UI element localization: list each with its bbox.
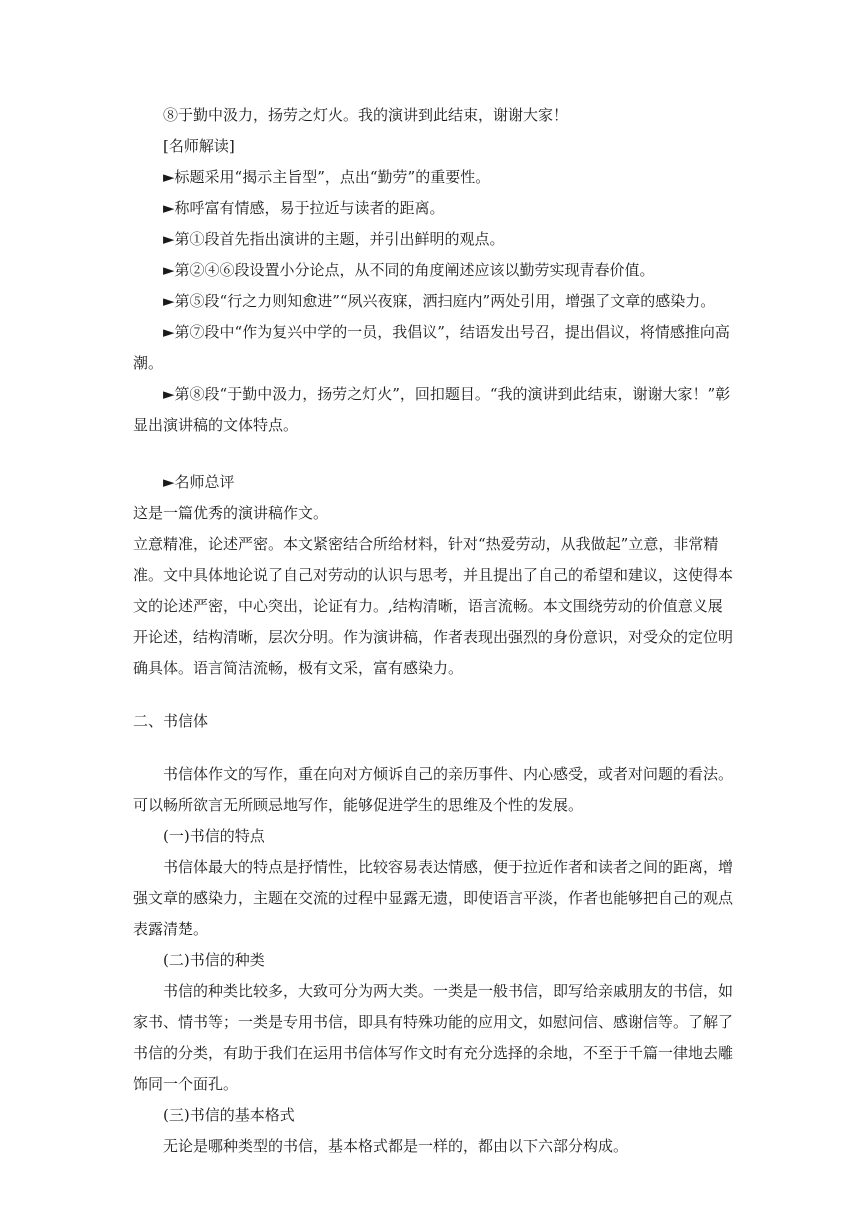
subsection-title: (一)书信的特点 xyxy=(163,827,265,845)
page-content xyxy=(133,100,733,1162)
spacer xyxy=(133,441,733,467)
spacer xyxy=(133,737,733,759)
speech-closing-paragraph: ⑧于勤中汲力，扬劳之灯火。我的演讲到此结束，谢谢大家！ xyxy=(163,106,569,124)
section-heading: 二、书信体 xyxy=(133,712,209,730)
section-intro-paragraph: 书信体作文的写作，重在向对方倾诉自己的亲历事件、内心感受，或者对问题的看法。可以畅所欲言无所顾忌地写作，能够促进学生的思维及个性的发展。 xyxy=(133,765,734,814)
reading-point: ►第⑤段“行之力则知愈进”“夙兴夜寐，洒扫庭内”两处引用，增强了文章的感染力。 xyxy=(163,292,716,310)
teacher-summary-body: 立意精准，论述严密。本文紧密结合所给材料，针对“热爱劳动，从我做起”立意，非常精准。文中具体地论说了自己对劳动的认识与思考，并且提出了自己的希望和建议，这使得本文的论述严密，中心突出，论证有力。,结构清晰，语言流畅。本文围绕劳动的价值意义展开论述，结构清晰，层次分明。作为演讲稿，作者表现出强烈的身份意识，对受众的定位明确具体。语言简洁流畅，极有文采，富有感染力。 xyxy=(133,535,734,677)
teacher-summary-heading: ►名师总评 xyxy=(163,473,235,491)
reading-point: ►第①段首先指出演讲的主题，并引出鲜明的观点。 xyxy=(163,230,505,248)
subsection-body: 书信体最大的特点是抒情性，比较容易表达情感，便于拉近作者和读者之间的距离，增强文章的感染力，主题在交流的过程中显露无遗，即使语言平淡，作者也能够把自己的观点表露清楚。 xyxy=(133,858,734,938)
subsection-title: (三)书信的基本格式 xyxy=(163,1106,295,1124)
reading-point: ►第⑧段“于勤中汲力，扬劳之灯火”，回扣题目。“我的演讲到此结束，谢谢大家！”彰显出演讲稿的文体特点。 xyxy=(133,385,731,434)
teacher-summary-intro: 这是一篇优秀的演讲稿作文。 xyxy=(133,504,329,522)
reading-point: ►第②④⑥段设置小分论点，从不同的角度阐述应该以勤劳实现青春价值。 xyxy=(163,261,655,279)
subsection-body: 无论是哪种类型的书信，基本格式都是一样的，都由以下六部分构成。 xyxy=(163,1137,629,1155)
subsection-title: (二)书信的种类 xyxy=(163,951,265,969)
subsection-body: 书信的种类比较多，大致可分为两大类。一类是一般书信，即写给亲戚朋友的书信，如家书、情书等；一类是专用书信，即具有特殊功能的应用文，如慰问信、感谢信等。了解了书信的分类，有助于我们在运用书信体写作文时有充分选择的余地，不至于千篇一律地去雕饰同一个面孔。 xyxy=(133,982,734,1093)
reading-point: ►称呼富有情感，易于拉近与读者的距离。 xyxy=(163,199,445,217)
teacher-reading-heading: [名师解读] xyxy=(163,137,235,155)
reading-point: ►第⑦段中“作为复兴中学的一员，我倡议”，结语发出号召，提出倡议，将情感推向高潮。 xyxy=(133,323,730,372)
spacer xyxy=(133,684,733,706)
reading-point: ►标题采用“揭示主旨型”，点出“勤劳”的重要性。 xyxy=(163,168,491,186)
